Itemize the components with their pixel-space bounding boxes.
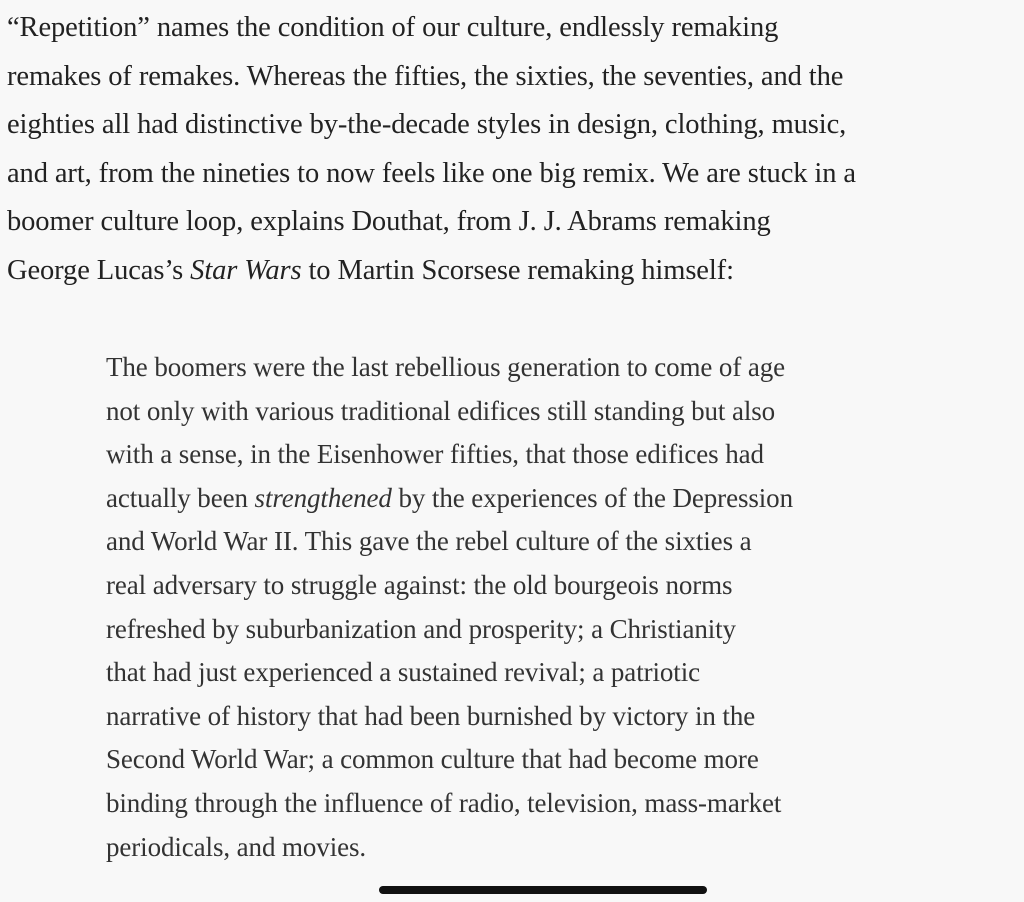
quote-line: narrative of history that had been burnished by victory in the: [106, 700, 756, 731]
paragraph-line: “Repetition” names the condition of our culture, endlessly remaking: [7, 12, 779, 43]
quote-line: and World War II. This gave the rebel culture of the sixties a: [106, 526, 752, 557]
quote-line: refreshed by suburbanization and prosperity; a Christianity: [106, 613, 736, 644]
home-indicator-bar[interactable]: [379, 886, 707, 894]
paragraph-line: eighties all had distinctive by-the-decade styles in design, clothing, music,: [7, 109, 847, 140]
emphasis-strengthened: strengthened: [254, 482, 392, 513]
quote-line: The boomers were the last rebellious generation to come of age: [106, 352, 786, 382]
paragraph-line: boomer culture loop, explains Douthat, from J. J. Abrams remaking: [7, 206, 771, 237]
quote-line: with a sense, in the Eisenhower fifties, that those edifices had: [106, 439, 764, 470]
paragraph-line: remakes of remakes. Whereas the fifties, the sixties, the seventies, and the: [7, 60, 844, 92]
quote-line: that had just experienced a sustained revival; a patriotic: [106, 657, 700, 688]
paragraph-line: and art, from the nineties to now feels like one big remix. We are stuck in a: [7, 157, 856, 189]
block-quote: [106, 346, 966, 869]
quote-line: not only with various traditional edifices still standing but also: [106, 395, 776, 426]
paragraph-line: George Lucas’s Star Wars to Martin Scorsese remaking himself:: [7, 254, 734, 286]
title-star-wars: Star Wars: [190, 254, 302, 286]
body-paragraph: [7, 4, 1017, 295]
quote-line: Second World War; a common culture that had become more: [106, 744, 759, 775]
quote-line: actually been strengthened by the experiences of the Depression: [106, 482, 793, 513]
quote-line: binding through the influence of radio, television, mass-market: [106, 787, 782, 818]
quote-line: periodicals, and movies.: [106, 831, 367, 862]
quote-line: real adversary to struggle against: the old bourgeois norms: [106, 569, 733, 600]
